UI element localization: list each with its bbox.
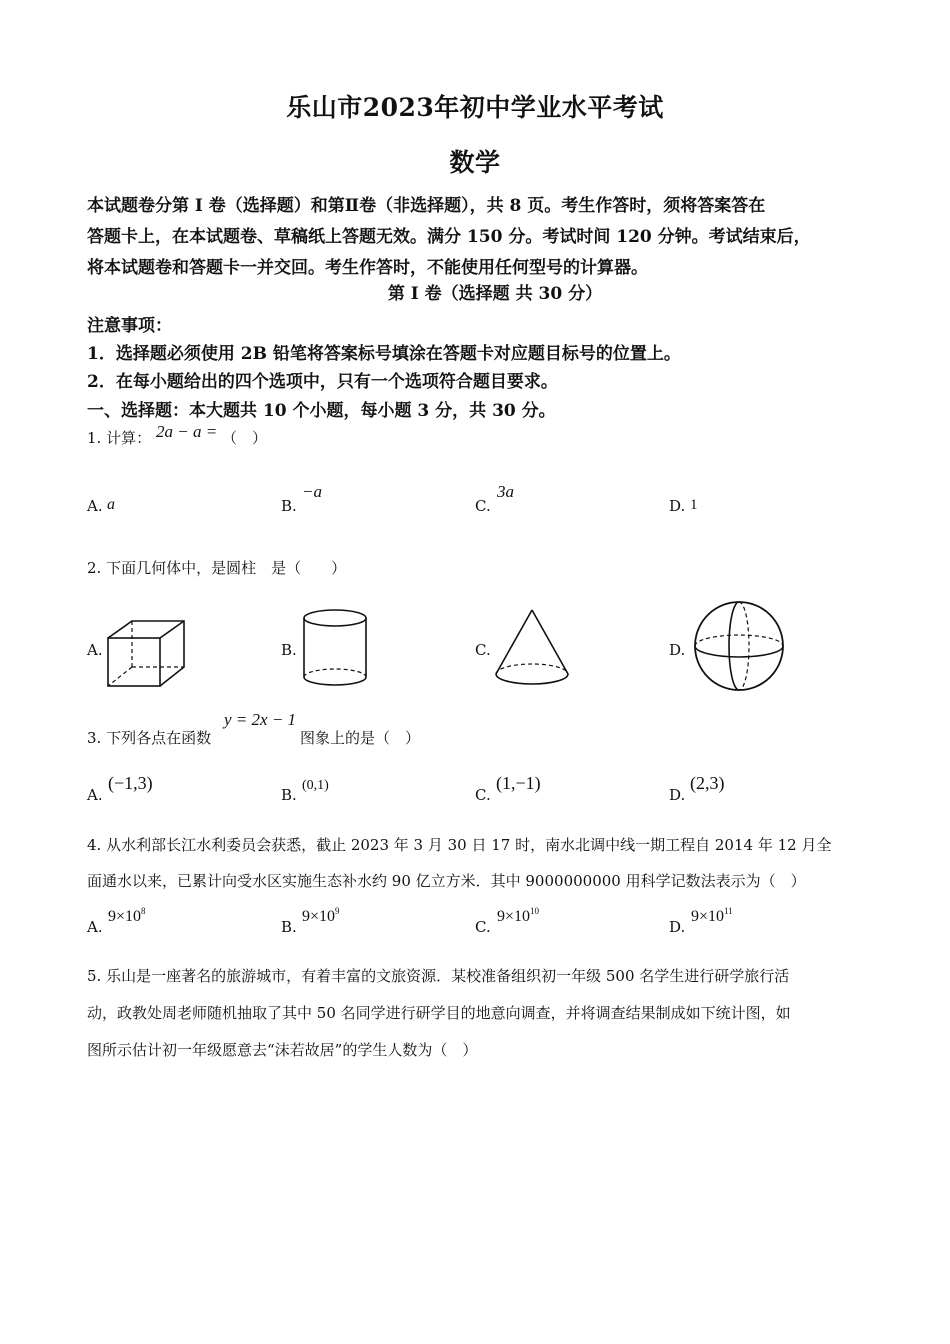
cone-figure — [494, 608, 570, 688]
intro-line-3: 将本试题卷和答题卡一并交回。考生作答时，不能使用任何型号的计算器。 — [87, 258, 648, 278]
q3-option-c-value: (1,−1) — [496, 773, 541, 793]
q3-option-d-label: D. — [669, 786, 686, 804]
q2-option-b-label: B. — [281, 641, 297, 659]
q3-prefix: 3. 下列各点在函数 — [87, 729, 212, 747]
intro-line-2: 答题卡上，在本试题卷、草稿纸上答题无效。满分 150 分。考试时间 120 分钟。考试结束后， — [87, 227, 811, 247]
sphere-figure — [693, 600, 785, 692]
q3-suffix: 图象上的是（ ） — [300, 729, 421, 747]
q4-option-b-value: $9\times 10^9$ — [302, 906, 340, 925]
q5-line-2: 动，政教处周老师随机抽取了其中 50 名同学进行研学目的地意向调查，并将调查结果制成如下统计图，如 — [87, 1004, 791, 1022]
q2-option-a-label: A. — [87, 641, 103, 659]
q4-line-1: 4. 从水利部长江水利委员会获悉，截止 2023 年 3 月 30 日 17 时，南水北调中线一期工程自 2014 年 12 月全 — [87, 836, 832, 854]
q1-option-a-label: A. — [87, 497, 103, 515]
q5-line-1: 5. 乐山是一座著名的旅游城市，有着丰富的文旅资源．某校准备组织初一年级 500 名学生进行研学旅行活 — [87, 967, 790, 985]
q4-option-c-value: $9\times 10^{10}$ — [497, 906, 540, 925]
q1-option-d-value: 1 — [690, 497, 698, 513]
q1-paren: （ ） — [222, 429, 268, 447]
q3-option-a-value: (−1,3) — [108, 773, 153, 793]
q4-option-d-label: D. — [669, 918, 686, 936]
part1-heading: 一、选择题：本大题共 10 个小题，每小题 3 分，共 30 分。 — [87, 401, 556, 421]
cube-figure — [106, 619, 186, 689]
q4-option-a-value: $9\times 10^8$ — [108, 906, 146, 925]
q5-line-3: 图所示估计初一年级愿意去“沫若故居”的学生人数为（ ） — [87, 1041, 478, 1059]
q4-option-c-label: C. — [475, 918, 491, 936]
section-title: 第 I 卷（选择题 共 30 分） — [387, 284, 603, 304]
subject-title: 数学 — [449, 148, 501, 177]
q3-option-c-label: C. — [475, 786, 491, 804]
cylinder-figure — [302, 609, 368, 689]
q1-expression: 2a − a = — [156, 422, 218, 441]
q3-function: y = 2x − 1 — [224, 710, 297, 729]
q1-option-b-label: B. — [281, 497, 297, 515]
q2-option-c-label: C. — [475, 641, 491, 659]
q4-option-b-label: B. — [281, 918, 297, 936]
q1-option-a-value: a — [107, 496, 115, 513]
q1-option-d-label: D. — [669, 497, 686, 515]
q1-option-b-value: −a — [302, 482, 322, 501]
q1-prefix: 1. 计算： — [87, 429, 152, 447]
q3-option-d-value: (2,3) — [690, 773, 725, 793]
notes-item-1: 1．选择题必须使用 2B 铅笔将答案标号填涂在答题卡对应题目标号的位置上。 — [87, 344, 681, 364]
q1-option-c-label: C. — [475, 497, 491, 515]
q3-option-a-label: A. — [87, 786, 103, 804]
q4-line-2: 面通水以来，已累计向受水区实施生态补水约 90 亿立方米．其中 9000000000 用科学记数法表示为（ ） — [87, 872, 806, 890]
q2-option-d-label: D. — [669, 641, 686, 659]
exam-title: 乐山市2023年初中学业水平考试 — [286, 93, 664, 122]
notes-heading: 注意事项： — [87, 316, 172, 336]
q4-option-d-value: $9\times 10^{11}$ — [691, 906, 733, 925]
notes-item-2: 2．在每小题给出的四个选项中，只有一个选项符合题目要求。 — [87, 372, 558, 392]
q2-stem: 2. 下面几何体中，是圆柱 是（ ） — [87, 559, 347, 577]
q4-option-a-label: A. — [87, 918, 103, 936]
q3-option-b-label: B. — [281, 786, 297, 804]
q1-option-c-value: 3a — [497, 482, 514, 501]
q3-option-b-value: (0,1) — [302, 778, 329, 793]
intro-line-1: 本试题卷分第 I 卷（选择题）和第Ⅱ卷（非选择题），共 8 页。考生作答时，须将答案答在 — [87, 196, 766, 216]
